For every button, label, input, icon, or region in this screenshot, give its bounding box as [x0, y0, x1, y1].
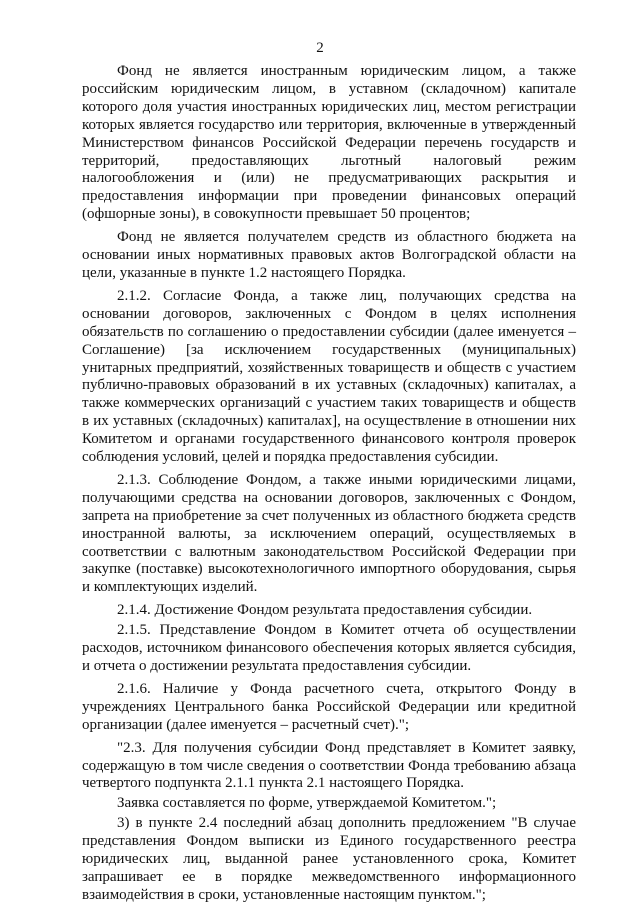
paragraph-2-1-2: 2.1.2. Согласие Фонда, а также лиц, получающих средства на основании договоров, заключенных с Фондом в целях исполнения обязательств по соглашению о предоставлении субсидии (далее именуется – Соглашение) [за исключением государственных (муниципальных) унитарных предприятий, хозяйственных товариществ и обществ с участием публично-правовых образований в их уставных (складочных) капиталах, а также коммерческих организаций с участием таких товариществ и обществ в их уставных (складочных) капиталах], на осуществление в отношении них Комитетом и органами государственного финансового контроля проверок соблюдения условий, целей и порядка предоставления субсидии.	[82, 287, 576, 466]
paragraph-no-other-funding: Фонд не является получателем средств из областного бюджета на основании иных нормативных правовых актов Волгоградской области на цели, указанные в пункте 1.2 настоящего Порядка.	[82, 229, 576, 281]
paragraph-item-3: 3) в пункте 2.4 последний абзац дополнить предложением "В случае представления Фондом выписки из Единого государственного реестра юридических лиц, выданной ранее установленного срока, Комитет запрашивает ее в порядке межведомственного информационного взаимодействия в сроки, установленные настоящим пунктом.";	[82, 815, 576, 903]
paragraph-application-form: Заявка составляется по форме, утверждаемой Комитетом.";	[117, 795, 497, 812]
page-number: 2	[316, 40, 324, 56]
paragraph-2-1-4: 2.1.4. Достижение Фондом результата предоставления субсидии.	[117, 602, 533, 619]
paragraph-2-1-6: 2.1.6. Наличие у Фонда расчетного счета, открытого Фонду в учреждениях Центрального банка Российской Федерации или кредитной организации (далее именуется – расчетный счет).";	[82, 680, 576, 733]
document-body	[82, 63, 576, 907]
paragraph-2-3: "2.3. Для получения субсидии Фонд представляет в Комитет заявку, содержащую в том числе сведения о соответствии Фонда требованию абзаца четвертого подпункта 2.1.1 пункта 2.1 настоящего Порядка.	[82, 739, 576, 792]
paragraph-offshore-criterion: Фонд не является иностранным юридическим лицом, а также российским юридическим лицом, в уставном (складочном) капитале которого доля участия иностранных юридических лиц, местом регистрации которых является государство или территория, включенные в утвержденный Министерством финансов Российской Федерации перечень государств и территорий, предоставляющих льготный налоговый режим налогообложения и (или) не предусматривающих раскрытия и предоставления информации при проведении финансовых операций (офшорные зоны), в совокупности превышает 50 процентов;	[82, 63, 576, 223]
paragraph-2-1-5: 2.1.5. Представление Фондом в Комитет отчета об осуществлении расходов, источником финансового обеспечения которых является субсидия, и отчета о достижении результата предоставления субсидии.	[82, 622, 576, 674]
paragraph-2-1-3: 2.1.3. Соблюдение Фондом, а также иными юридическими лицами, получающими средства на основании договоров, заключенных с Фондом, запрета на приобретение за счет полученных из областного бюджета средств иностранной валюты, за исключением операций, осуществляемых в соответствии с валютным законодательством Российской Федерации при закупке (поставке) высокотехнологичного импортного оборудования, сырья и комплектующих изделий.	[82, 471, 576, 596]
